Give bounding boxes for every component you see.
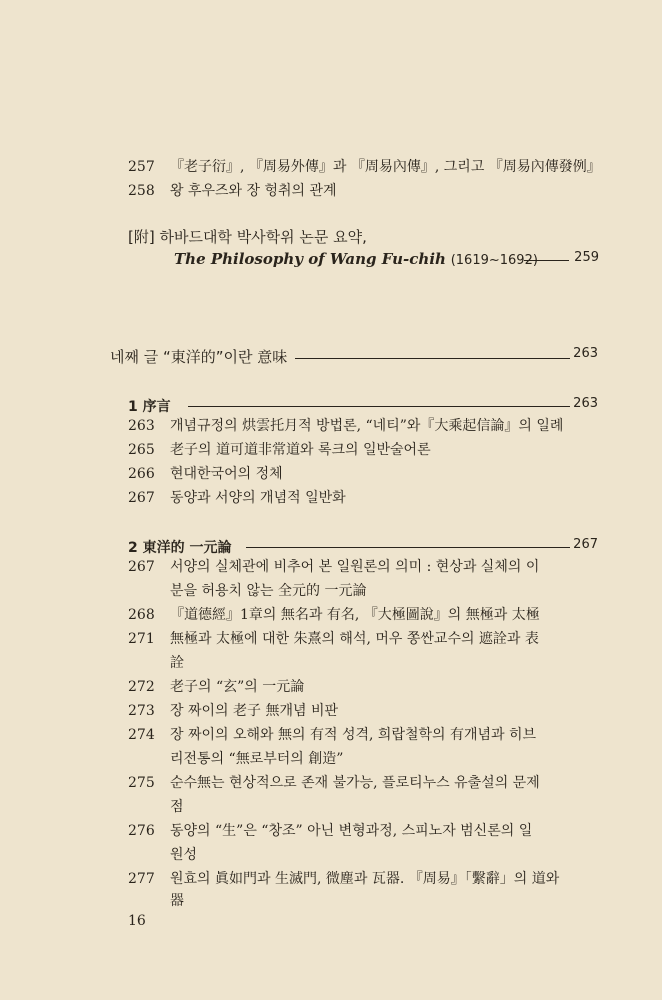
entry-page-number: 266	[128, 466, 155, 482]
entry-text: 장 짜이의 오해와 無의 有적 성격, 희랍철학의 有개념과 히브	[170, 727, 537, 743]
entry-text: 개념규정의 烘雲托月적 방법론, “네티”와『大乘起信論』의 일례	[170, 418, 564, 434]
entry-page-number: 271	[128, 631, 155, 647]
entry-page-number: 267	[128, 490, 155, 506]
appendix-years: (1619~1692)	[450, 253, 538, 268]
entry-text: 老子의 “玄”의 一元論	[170, 679, 305, 695]
entry-text: 현대한국어의 정체	[170, 466, 283, 482]
chapter-page-number: 263	[573, 346, 598, 361]
entry-page-number: 257	[128, 159, 155, 175]
entry-text: 원성	[170, 847, 198, 863]
entry-page-number: 268	[128, 607, 155, 623]
entry-text: 器	[170, 893, 184, 909]
entry-page-number: 273	[128, 703, 155, 719]
entry-page-number: 263	[128, 418, 155, 434]
entry-page-number: 258	[128, 183, 155, 199]
dot-leader	[188, 406, 570, 407]
entry-page-number: 274	[128, 727, 155, 743]
entry-text: 점	[170, 799, 184, 815]
entry-page-number: 265	[128, 442, 155, 458]
dot-leader	[295, 358, 570, 359]
section-heading	[128, 537, 598, 555]
entry-text: 장 짜이의 老子 無개념 비판	[170, 703, 338, 719]
appendix-page-number: 259	[574, 250, 599, 265]
entry-page-number: 277	[128, 871, 155, 887]
entry-text: 동양의 “生”은 “창조” 아닌 변형과정, 스피노자 범신론의 일	[170, 823, 533, 839]
entry-page-number: 275	[128, 775, 155, 791]
dot-leader	[246, 547, 570, 548]
appendix-heading: [附] 하바드대학 박사학위 논문 요약,	[128, 228, 367, 246]
section-title: 2 東洋的 一元論	[128, 540, 232, 556]
entry-text: 분을 허용치 않는 全元的 一元論	[170, 583, 367, 599]
chapter-heading	[110, 346, 598, 366]
entry-text: 無極과 太極에 대한 朱熹의 해석, 머우 쫑싼교수의 遮詮과 表	[170, 631, 539, 647]
dot-leader	[524, 260, 569, 261]
section-title: 1 序言	[128, 399, 171, 415]
entry-text: 老子의 道可道非常道와 록크의 일반술어론	[170, 442, 431, 458]
entry-page-number: 276	[128, 823, 155, 839]
page-number: 16	[128, 913, 146, 929]
appendix-english-title: The Philosophy of Wang Fu-chih	[174, 250, 446, 268]
entry-text: 순수無는 현상적으로 존재 불가능, 플로티누스 유출설의 문제	[170, 775, 540, 791]
section-page-number: 263	[573, 396, 598, 411]
entry-text: 동양과 서양의 개념적 일반화	[170, 490, 346, 506]
entry-text: 詮	[170, 655, 184, 671]
section-page-number: 267	[573, 537, 598, 552]
entry-page-number: 272	[128, 679, 155, 695]
entry-text: 원효의 眞如門과 生滅門, 微塵과 瓦器. 『周易』「繫辭」의 道와	[170, 871, 560, 887]
section-heading	[128, 396, 598, 414]
entry-text: 서양의 실체관에 비추어 본 일원론의 의미 : 현상과 실체의 이	[170, 559, 540, 575]
chapter-title: 네째 글 “東洋的”이란 意味	[110, 348, 288, 366]
appendix-title-line	[174, 250, 599, 268]
entry-text: 『老子衍』, 『周易外傳』과 『周易內傳』, 그리고 『周易內傳發例』	[170, 159, 601, 175]
entry-text: 왕 후우즈와 장 헝취의 관계	[170, 183, 337, 199]
entry-text: 리전통의 “無로부터의 創造”	[170, 751, 344, 767]
entry-page-number: 267	[128, 559, 155, 575]
entry-text: 『道德經』1章의 無名과 有名, 『大極圖說』의 無極과 太極	[170, 607, 540, 623]
